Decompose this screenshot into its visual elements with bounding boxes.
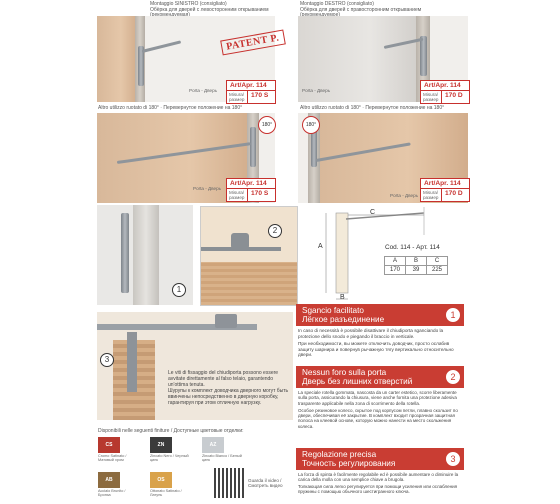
table-head-b: B — [406, 257, 427, 266]
art-card-170s-top: Art/Apr. 114 Misura/ размер 170 S — [226, 80, 276, 104]
feature-3-number: 3 — [445, 451, 461, 467]
finishes-title: Disponibili nelle seguenti finiture / Доступные цветовые отделки: — [98, 428, 244, 434]
dim-label-b: B — [340, 294, 345, 301]
marker-1: 1 — [172, 283, 186, 297]
detail-photo-hinge — [200, 206, 298, 306]
patent-stamp: PATENT P. — [220, 30, 285, 56]
feature-2-text: La speciale rotella gommata, nascosta da un carter estetico, scorre liberamente sulla porta, assicurando la chiusura, viene anche fornita una protezione adesiva trasparente applicabile nella zona di scorrimento della rotella. Особое резиновое колесо, скрытое под корпусом петли, плавно скользит по двери, обеспечивая её закрытие. В комплект входит прозрачная защитная полоса на клеевой основе, которую можно нанести на место скольжения колеса. — [298, 390, 458, 429]
rotate-180-icon: 180° — [302, 116, 320, 134]
finish-swatch-zn: ZN — [150, 437, 172, 453]
dim-label-c: C — [370, 209, 376, 216]
door-panel — [97, 16, 137, 102]
door-label: Porta - Дверь — [302, 88, 331, 93]
feature-2-number: 2 — [445, 369, 461, 385]
top-right-caption: Montaggio DESTRO (consigliato) Обёрка для дверей с правосторонним открыванием — [300, 1, 422, 13]
feature-2-header: Nessun foro sulla porta Дверь без лишних отверстий — [296, 366, 464, 388]
marker-2: 2 — [268, 224, 282, 238]
mounting-note: Le viti di fissaggio del chiudiporta possono essere avvitate direttamente al falso telaio, garantendo un'ottima tenuta. Шурупы к комплект доводчика дверного могут быть ввинчены непосредственно в дверную коробку, гарантируя при этом отличную нагрузку. — [168, 370, 289, 406]
rotate-180-icon: 180° — [258, 116, 276, 134]
feature-3-text: La forza di spinta è facilmente regolabile ed è possibile aumentare o diminuire la carica della molla con una semplice chiave a brugola. Толкающая сила легко регулируется при помощи усиления или ослабления пружины с помощью обычного шестигранного ключа. — [298, 472, 459, 494]
code-label: Cod. 114 - Арт. 114 — [385, 244, 440, 251]
qr-code-icon[interactable] — [214, 468, 244, 498]
dim-label-a: A — [318, 243, 323, 250]
feature-1-number: 1 — [445, 307, 461, 323]
mid-right-caption: Altro utilizzo ruotato di 180° · Перевернутое положение на 180° — [300, 105, 445, 111]
table-head-c: C — [427, 257, 448, 266]
door-closer — [121, 213, 129, 293]
feature-3-header: Regolazione precisa Точность регулирования — [296, 448, 464, 470]
door-closer — [250, 127, 256, 167]
finish-label-os: Ottonato Satinato / Латунь — [150, 489, 182, 498]
mid-left-caption: Altro utilizzo ruotato di 180° · Перевернутое положение на 180° — [98, 105, 243, 111]
door-label: Porta - Дверь — [390, 193, 419, 198]
finish-label-zn: Zincato Nero / Черный цинк — [150, 454, 189, 463]
closer-arm — [142, 40, 182, 53]
feature-1-header: Sgancio facilitato Лёгкое разъединение — [296, 304, 464, 326]
finish-swatch-az: AZ — [202, 437, 224, 453]
art-card-170d-top: Art/Apr. 114 Misura/ размер 170 D — [420, 80, 470, 104]
table-val-c: 225 — [427, 266, 448, 275]
table-val-b: 39 — [406, 266, 427, 275]
table-head-a: A — [385, 257, 406, 266]
video-link[interactable]: Guarda il video / Смотреть видео — [248, 478, 283, 489]
feature-1-text: In caso di necessità è possibile disattivare il chiudiporta sganciando la protezione dello snodo e piegando il braccio in verticale. При необходимости, вы можете отключить доводчик, просто ослабив защиту шарнира и повернув рычажную тягу вертикально относительно двери. — [298, 328, 454, 358]
finish-swatch-os: OS — [150, 472, 172, 488]
arm-drawing — [346, 213, 424, 219]
finish-swatch-cs: CS — [98, 437, 120, 453]
art-card-170d-mid: Art/Apr. 114 Misura/ размер 170 D — [420, 178, 470, 202]
finish-label-ab: Acciaio Brunito / Бронза — [98, 489, 126, 498]
top-left-caption: Montaggio SINISTRO (consigliato) Обёрка для дверей с левосторонним открыванием — [150, 1, 269, 13]
finish-swatch-ab: AB — [98, 472, 120, 488]
technical-drawing — [296, 205, 468, 305]
door-closer — [420, 36, 427, 76]
door-label: Porta - Дверь — [189, 88, 218, 93]
closer-body-drawing — [336, 213, 348, 293]
finish-label-az: Zincato Bianco / Белый цинк — [202, 454, 242, 463]
art-card-170s-mid: Art/Apr. 114 Misura/ размер 170 S — [226, 178, 276, 202]
table-val-a: 170 — [385, 266, 406, 275]
door-label: Porta - Дверь — [193, 186, 222, 191]
finish-label-cs: Cromo Satinato / Матовый хром — [98, 454, 127, 463]
marker-3: 3 — [100, 353, 114, 367]
dimension-table — [384, 256, 448, 275]
